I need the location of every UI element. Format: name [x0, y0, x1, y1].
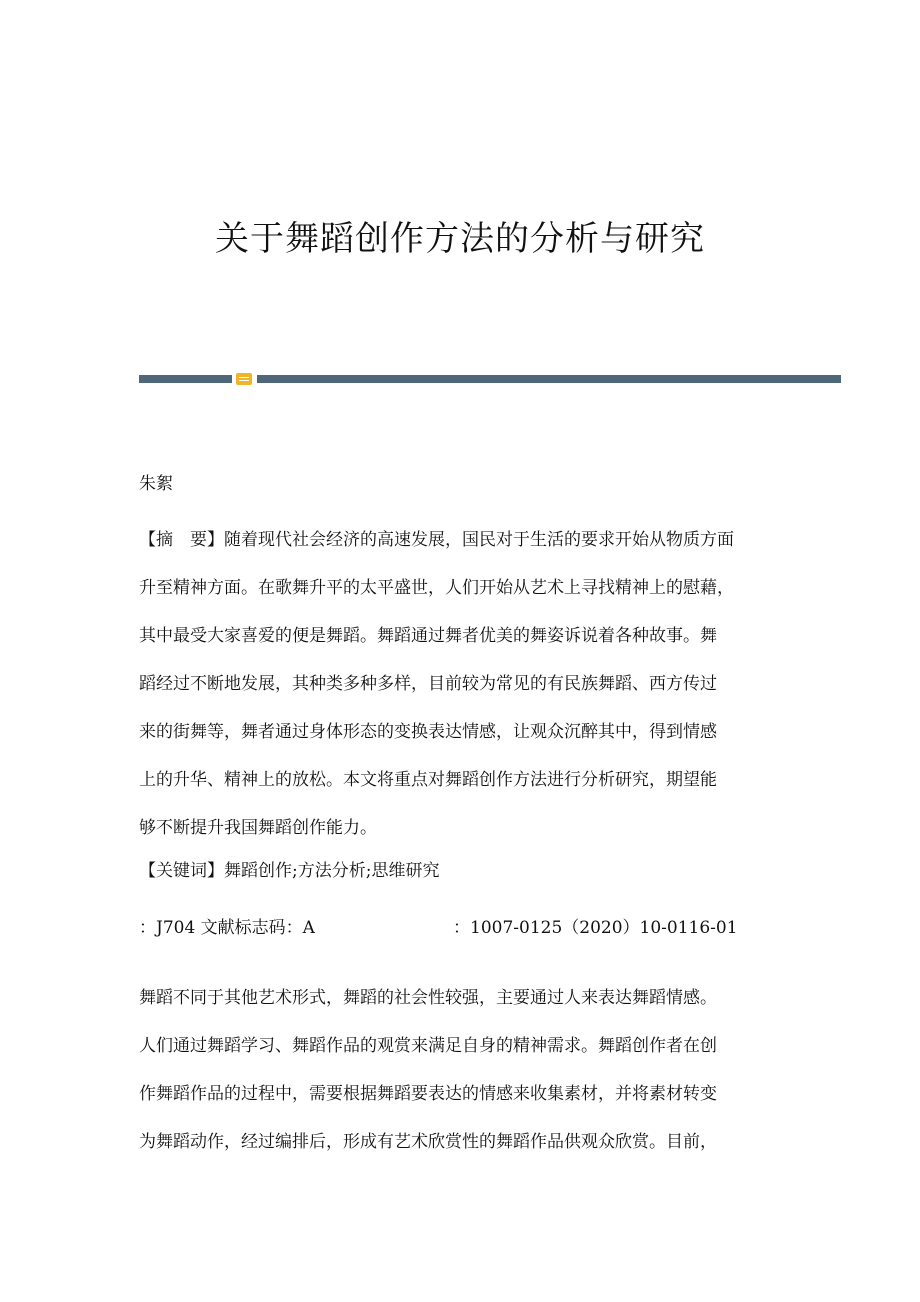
document-icon — [236, 373, 252, 385]
document-title: 关于舞蹈创作方法的分析与研究 — [215, 219, 705, 259]
abstract-line: 升至精神方面。在歌舞升平的太平盛世，人们开始从艺术上寻找精神上的慰藉， — [139, 578, 734, 598]
keywords: 【关键词】舞蹈创作;方法分析;思维研究 — [139, 861, 440, 881]
body-line: 人们通过舞蹈学习、舞蹈作品的观赏来满足自身的精神需求。舞蹈创作者在创 — [139, 1036, 717, 1056]
body-paragraph — [139, 974, 789, 1166]
classification-code: ：J704 文献标志码：A — [139, 918, 315, 938]
title-rule-left — [139, 375, 232, 383]
article-number: ：1007-0125（2020）10-0116-01 — [453, 918, 738, 938]
document-icon-body — [236, 373, 252, 385]
author-name: 朱絮 — [139, 474, 173, 494]
abstract-line: 上的升华、精神上的放松。本文将重点对舞蹈创作方法进行分析研究，期望能 — [139, 770, 717, 790]
abstract-line: 够不断提升我国舞蹈创作能力。 — [139, 818, 377, 838]
abstract-line: 来的街舞等，舞者通过身体形态的变换表达情感，让观众沉醉其中，得到情感 — [139, 722, 717, 742]
title-rule-right — [257, 375, 841, 383]
abstract-line: 【摘 要】随着现代社会经济的高速发展，国民对于生活的要求开始从物质方面 — [139, 530, 734, 550]
abstract — [139, 516, 789, 852]
body-line: 舞蹈不同于其他艺术形式，舞蹈的社会性较强，主要通过人来表达舞蹈情感。 — [139, 988, 717, 1008]
abstract-line: 其中最受大家喜爱的便是舞蹈。舞蹈通过舞者优美的舞姿诉说着各种故事。舞 — [139, 626, 717, 646]
abstract-line: 蹈经过不断地发展，其种类多种多样，目前较为常见的有民族舞蹈、西方传过 — [139, 674, 717, 694]
body-line: 作舞蹈作品的过程中，需要根据舞蹈要表达的情感来收集素材，并将素材转变 — [139, 1084, 717, 1104]
body-line: 为舞蹈动作，经过编排后，形成有艺术欣赏性的舞蹈作品供观众欣赏。目前， — [139, 1132, 717, 1152]
